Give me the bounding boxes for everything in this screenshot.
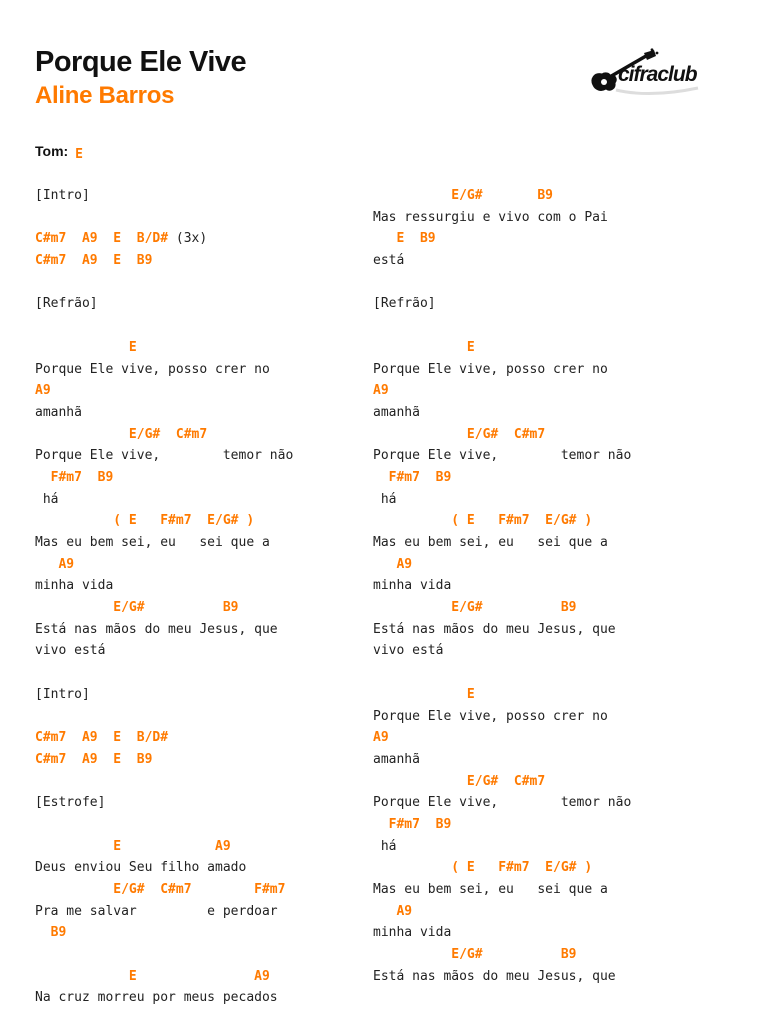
logo-text: cifraclub	[618, 63, 697, 86]
chord-line: A9	[373, 556, 413, 572]
lyric-line: Mas ressurgiu e vivo com o Pai	[373, 209, 608, 225]
chord-line: ( E F#m7 E/G# )	[373, 860, 593, 876]
chord-line: E A9	[35, 838, 231, 854]
blank-line	[35, 272, 293, 294]
blank-line	[373, 272, 631, 294]
lyric-line: Porque Ele vive, posso crer no	[373, 361, 608, 377]
chord-line: E A9	[35, 968, 270, 984]
cifraclub-logo[interactable]	[588, 48, 704, 100]
chord-line: E	[373, 686, 475, 702]
section-header: [Intro]	[35, 686, 90, 702]
section-header: [Estrofe]	[35, 795, 106, 811]
chord-line: E/G# B9	[373, 947, 577, 963]
lyric-line: Mas eu bem sei, eu sei que a	[35, 535, 270, 550]
section-header: [Refrão]	[373, 296, 436, 312]
song-title: Porque Ele Vive	[35, 46, 247, 78]
blank-line	[35, 662, 293, 684]
lyric-line: há	[373, 838, 397, 854]
chord-line: A9	[373, 383, 389, 399]
lyric-line: vivo está	[373, 643, 444, 659]
lyric-line: amanhã	[35, 404, 82, 420]
chord-line: E/G# B9	[35, 600, 239, 616]
chord-line: B9	[35, 925, 67, 941]
blank-line	[373, 662, 631, 684]
artist-name[interactable]: Aline Barros	[35, 82, 175, 109]
chord-line: F#m7 B9	[373, 469, 452, 485]
chord-line: F#m7 B9	[35, 469, 114, 485]
chord-line: ( E F#m7 E/G# )	[35, 513, 255, 529]
blank-line	[35, 315, 293, 337]
chord-line: A9	[35, 383, 51, 399]
tom-label: Tom:	[35, 143, 69, 159]
lyric-line: Está nas mãos do meu Jesus, que	[373, 968, 616, 984]
lyric-line: Está nas mãos do meu Jesus, que	[373, 621, 616, 637]
lyric-line: Na cruz morreu por meus pecados	[35, 990, 278, 1006]
lyric-line: Deus enviou Seu filho amado	[35, 860, 247, 876]
chord-line: E/G# B9	[373, 188, 554, 203]
blank-line	[35, 771, 293, 793]
chord-line: E/G# C#m7	[35, 426, 208, 442]
chord-line: E	[35, 339, 137, 355]
section-header: [Refrão]	[35, 296, 98, 312]
blank-line	[35, 814, 293, 836]
tom-row	[35, 141, 83, 163]
chord-line: C#m7 A9 E B/D#	[35, 730, 169, 746]
chord-sequence: C#m7 A9 E B/D#	[35, 231, 169, 247]
chord-line: C#m7 A9 E B9	[35, 253, 153, 269]
chord-line: E/G# C#m7	[373, 773, 546, 789]
lyric-line: minha vida	[35, 578, 114, 594]
lyric-line: Está nas mãos do meu Jesus, que	[35, 621, 278, 637]
lyric-line: Pra me salvar e perdoar	[35, 903, 278, 919]
chord-line: A9	[373, 903, 413, 919]
blank-line	[35, 944, 293, 966]
chord-line: ( E F#m7 E/G# )	[373, 513, 593, 529]
lyric-line: minha vida	[373, 578, 452, 594]
chord-line: E/G# C#m7 F#m7	[35, 882, 286, 897]
lyric-line: amanhã	[373, 751, 420, 767]
chord-line: F#m7 B9	[373, 816, 452, 832]
lyric-line: Mas eu bem sei, eu sei que a	[373, 535, 608, 550]
lyric-line: minha vida	[373, 925, 452, 941]
chord-line: A9	[35, 556, 75, 572]
lyric-line: amanhã	[373, 404, 420, 420]
chord-line: E B9	[373, 231, 436, 247]
lyrics-column-right	[373, 185, 631, 987]
blank-line	[35, 207, 293, 229]
lyric-line: Porque Ele vive, temor não	[373, 448, 632, 464]
lyric-line: Porque Ele vive, posso crer no	[35, 361, 270, 377]
tom-key[interactable]: E	[75, 147, 83, 162]
lyric-line: vivo está	[35, 643, 106, 659]
lyric-line: Porque Ele vive, temor não	[35, 448, 294, 464]
chord-line: E	[373, 339, 475, 355]
lyric-line: Mas eu bem sei, eu sei que a	[373, 882, 608, 897]
chord-line: A9	[373, 730, 389, 746]
lyrics-column-left	[35, 185, 293, 1009]
blank-line	[373, 315, 631, 337]
blank-line	[35, 706, 293, 728]
lyric-line: Porque Ele vive, posso crer no	[373, 708, 608, 724]
chord-line	[35, 228, 293, 250]
lyric-line: há	[373, 491, 397, 507]
repeat-count: (3x)	[168, 231, 208, 247]
lyric-line: há	[35, 491, 59, 507]
chord-line: C#m7 A9 E B9	[35, 751, 153, 767]
chord-line: E/G# B9	[373, 600, 577, 616]
lyric-line: está	[373, 253, 405, 269]
chord-line: E/G# C#m7	[373, 426, 546, 442]
lyric-line: Porque Ele vive, temor não	[373, 795, 632, 811]
section-header: [Intro]	[35, 188, 90, 203]
